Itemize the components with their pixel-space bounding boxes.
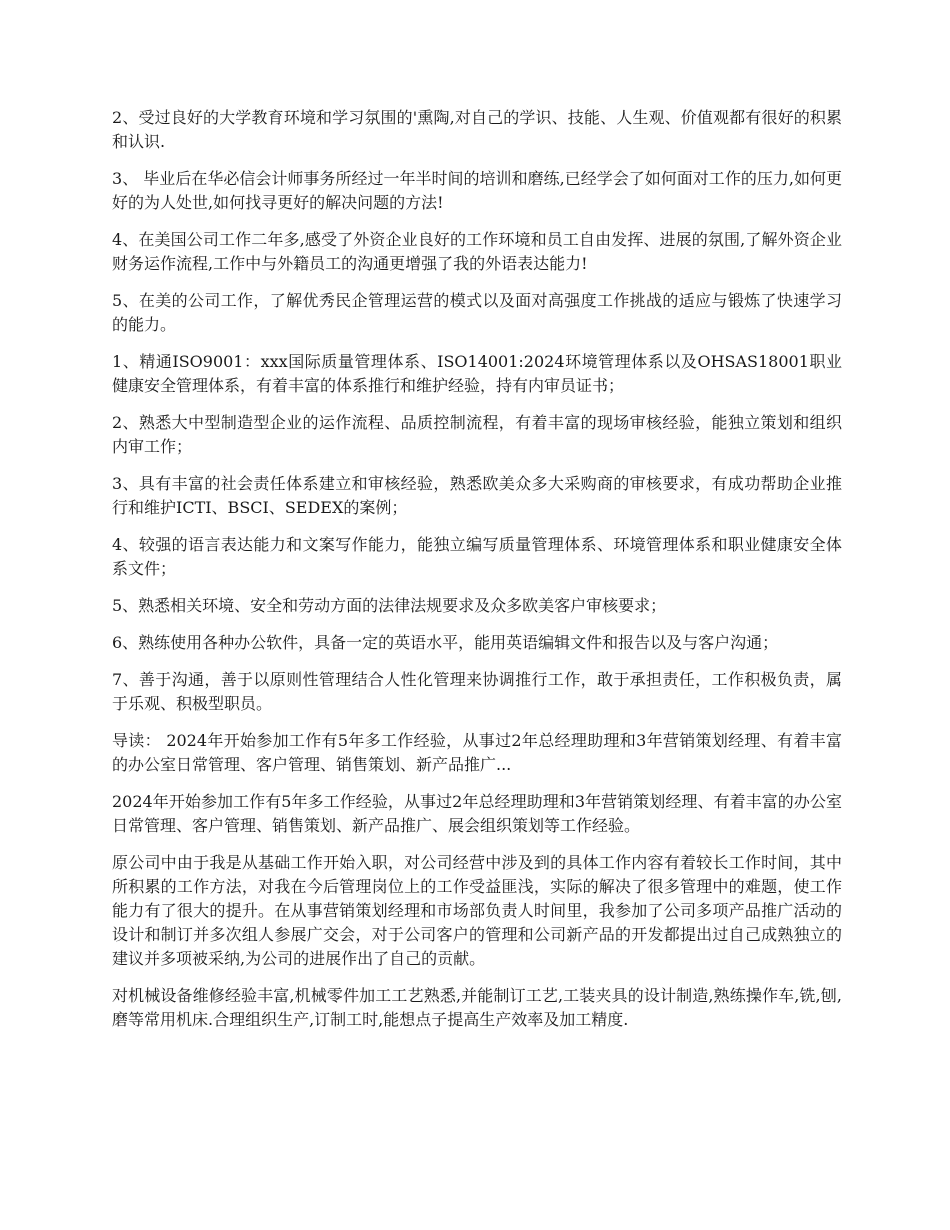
paragraph-7: 3、具有丰富的社会责任体系建立和审核经验，熟悉欧美众多大采购商的审核要求，有成功帮助企业推行和维护ICTI、BSCI、SEDEX的案例； bbox=[112, 474, 842, 517]
paragraph-5: 1、精通ISO9001：xxx国际质量管理体系、ISO14001:2024环境管理体系以及OHSAS18001职业健康安全管理体系，有着丰富的体系推行和维护经验，持有内审员证书； bbox=[112, 352, 842, 395]
paragraph-1: 2、受过良好的大学教育环境和学习氛围的'熏陶,对自己的学识、技能、人生观、价值观都有很好的积累和认识. bbox=[112, 108, 842, 151]
paragraph-14: 原公司中由于我是从基础工作开始入职，对公司经营中涉及到的具体工作内容有着较长工作时间，其中所积累的工作方法，对我在今后管理岗位上的工作受益匪浅，实际的解决了很多管理中的难题，使工作能力有了很大的提升。在从事营销策划经理和市场部负责人时间里，我参加了公司多项产品推广活动的设计和制订并多次组人参展广交会，对于公司客户的管理和公司新产品的开发都提出过自己成熟独立的建议并多项被采纳,为公司的进展作出了自己的贡献。 bbox=[112, 853, 842, 968]
paragraph-13: 2024年开始参加工作有5年多工作经验，从事过2年总经理助理和3年营销策划经理、有着丰富的办公室日常管理、客户管理、销售策划、新产品推广、展会组织策划等工作经验。 bbox=[112, 792, 842, 835]
document-body bbox=[112, 106, 842, 1045]
paragraph-11: 7、善于沟通，善于以原则性管理结合人性化管理来协调推行工作，敢于承担责任，工作积极负责，属于乐观、积极型职员。 bbox=[112, 670, 842, 713]
paragraph-15: 对机械设备维修经验丰富,机械零件加工工艺熟悉,并能制订工艺,工装夹具的设计制造,熟练操作车,铣,刨,磨等常用机床.合理组织生产,订制工时,能想点子提高生产效率及加工精度. bbox=[112, 986, 842, 1029]
paragraph-2: 3、 毕业后在华必信会计师事务所经过一年半时间的培训和磨练,已经学会了如何面对工作的压力,如何更好的为人处世,如何找寻更好的解决问题的方法! bbox=[112, 169, 842, 212]
paragraph-12: 导读： 2024年开始参加工作有5年多工作经验，从事过2年总经理助理和3年营销策划经理、有着丰富的办公室日常管理、客户管理、销售策划、新产品推广... bbox=[112, 731, 842, 774]
paragraph-6: 2、熟悉大中型制造型企业的运作流程、品质控制流程，有着丰富的现场审核经验，能独立策划和组织内审工作； bbox=[112, 413, 842, 456]
paragraph-9: 5、熟悉相关环境、安全和劳动方面的法律法规要求及众多欧美客户审核要求； bbox=[112, 596, 667, 615]
paragraph-8: 4、较强的语言表达能力和文案写作能力，能独立编写质量管理体系、环境管理体系和职业健康安全体系文件； bbox=[112, 535, 842, 578]
paragraph-10: 6、熟练使用各种办公软件，具备一定的英语水平，能用英语编辑文件和报告以及与客户沟通； bbox=[112, 633, 779, 652]
paragraph-4: 5、在美的公司工作，了解优秀民企管理运营的模式以及面对高强度工作挑战的适应与锻炼了快速学习的能力。 bbox=[112, 291, 842, 334]
paragraph-3: 4、在美国公司工作二年多,感受了外资企业良好的工作环境和员工自由发挥、进展的氛围,了解外资企业财务运作流程,工作中与外籍员工的沟通更增强了我的外语表达能力! bbox=[112, 230, 842, 273]
